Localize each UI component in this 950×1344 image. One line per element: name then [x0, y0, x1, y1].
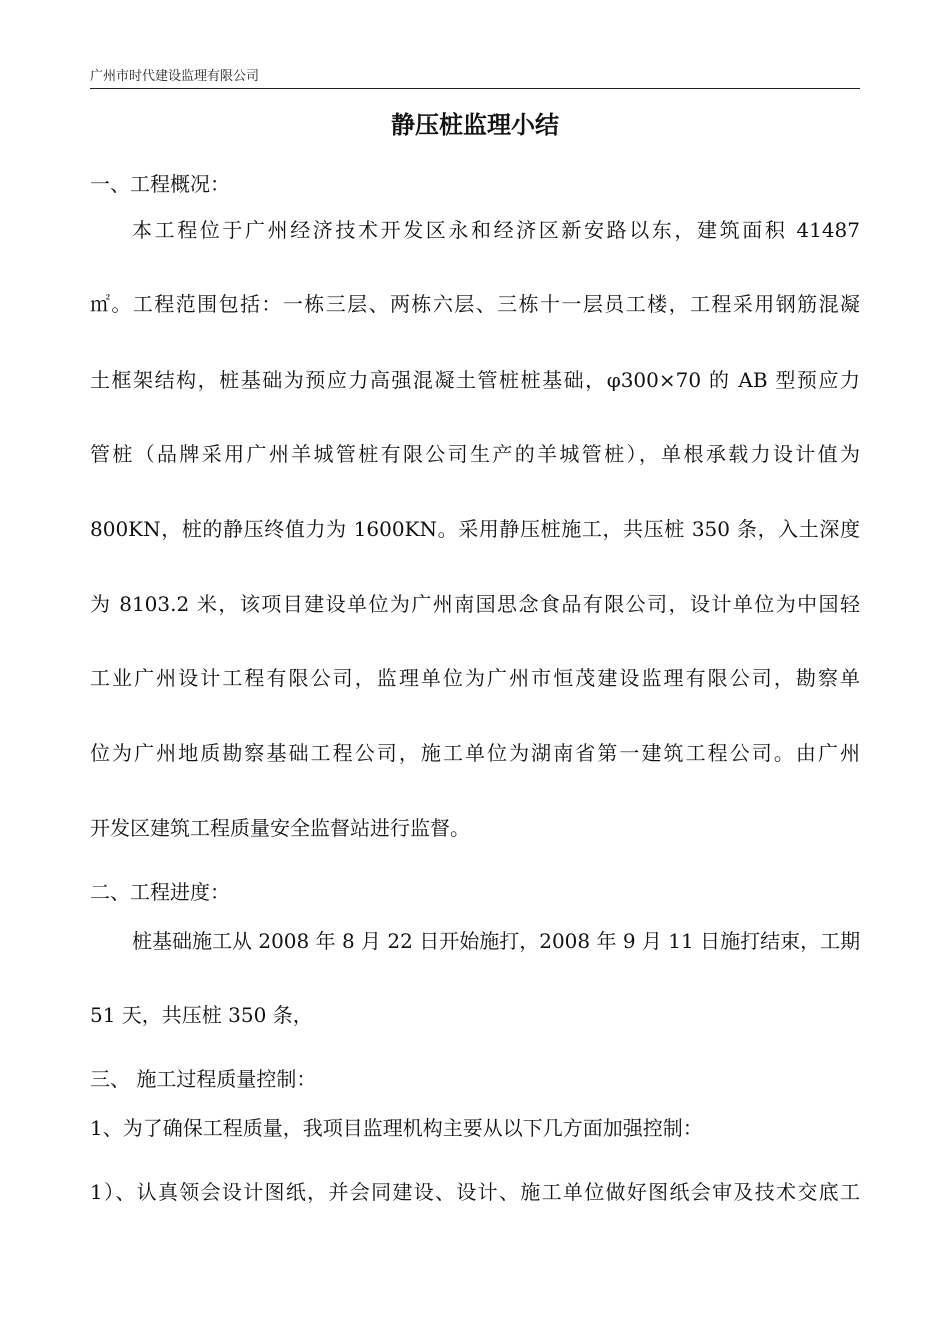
paragraph-line: ㎡。工程范围包括：一栋三层、两栋六层、三栋十一层员工楼，工程采用钢筋混凝 [90, 292, 860, 316]
document-title: 静压桩监理小结 [391, 111, 559, 139]
document-header [90, 66, 860, 89]
paragraph-line: 开发区建筑工程质量安全监督站进行监督。 [90, 816, 470, 840]
paragraph-line: 51 天，共压桩 350 条， [90, 1003, 313, 1027]
paragraph-line: 位为广州地质勘察基础工程公司，施工单位为湖南省第一建筑工程公司。由广州 [90, 741, 860, 765]
paragraph-line: 工业广州设计工程有限公司，监理单位为广州市恒茂建设监理有限公司，勘察单 [90, 666, 860, 690]
paragraph-line: 管桩（品牌采用广州羊城管桩有限公司生产的羊城管桩），单根承载力设计值为 [90, 442, 860, 466]
section-heading: 一、工程概况： [90, 172, 230, 196]
paragraph-line: 1、为了确保工程质量，我项目监理机构主要从以下几方面加强控制： [90, 1116, 703, 1140]
header-company-name: 广州市时代建设监理有限公司 [90, 69, 260, 84]
paragraph-line: 为 8103.2 米，该项目建设单位为广州南国思念食品有限公司，设计单位为中国轻 [90, 592, 860, 616]
paragraph-line: 桩基础施工从 2008 年 8 月 22 日开始施打，2008 年 9 月 11 日施打结束，工期 [132, 929, 861, 953]
paragraph-line: 本工程位于广州经济技术开发区永和经济区新安路以东，建筑面积 41487 [132, 218, 860, 242]
section-heading: 二、工程进度： [90, 880, 230, 904]
paragraph-line: 1）、认真领会设计图纸，并会同建设、设计、施工单位做好图纸会审及技术交底工 [90, 1180, 860, 1204]
section-heading: 三、 施工过程质量控制： [90, 1067, 317, 1091]
paragraph-line: 800KN，桩的静压终值力为 1600KN。采用静压桩施工，共压桩 350 条，入土深度 [90, 517, 860, 541]
paragraph-line: 土框架结构，桩基础为预应力高强混凝土管桩桩基础，φ300×70 的 AB 型预应力 [90, 368, 860, 392]
